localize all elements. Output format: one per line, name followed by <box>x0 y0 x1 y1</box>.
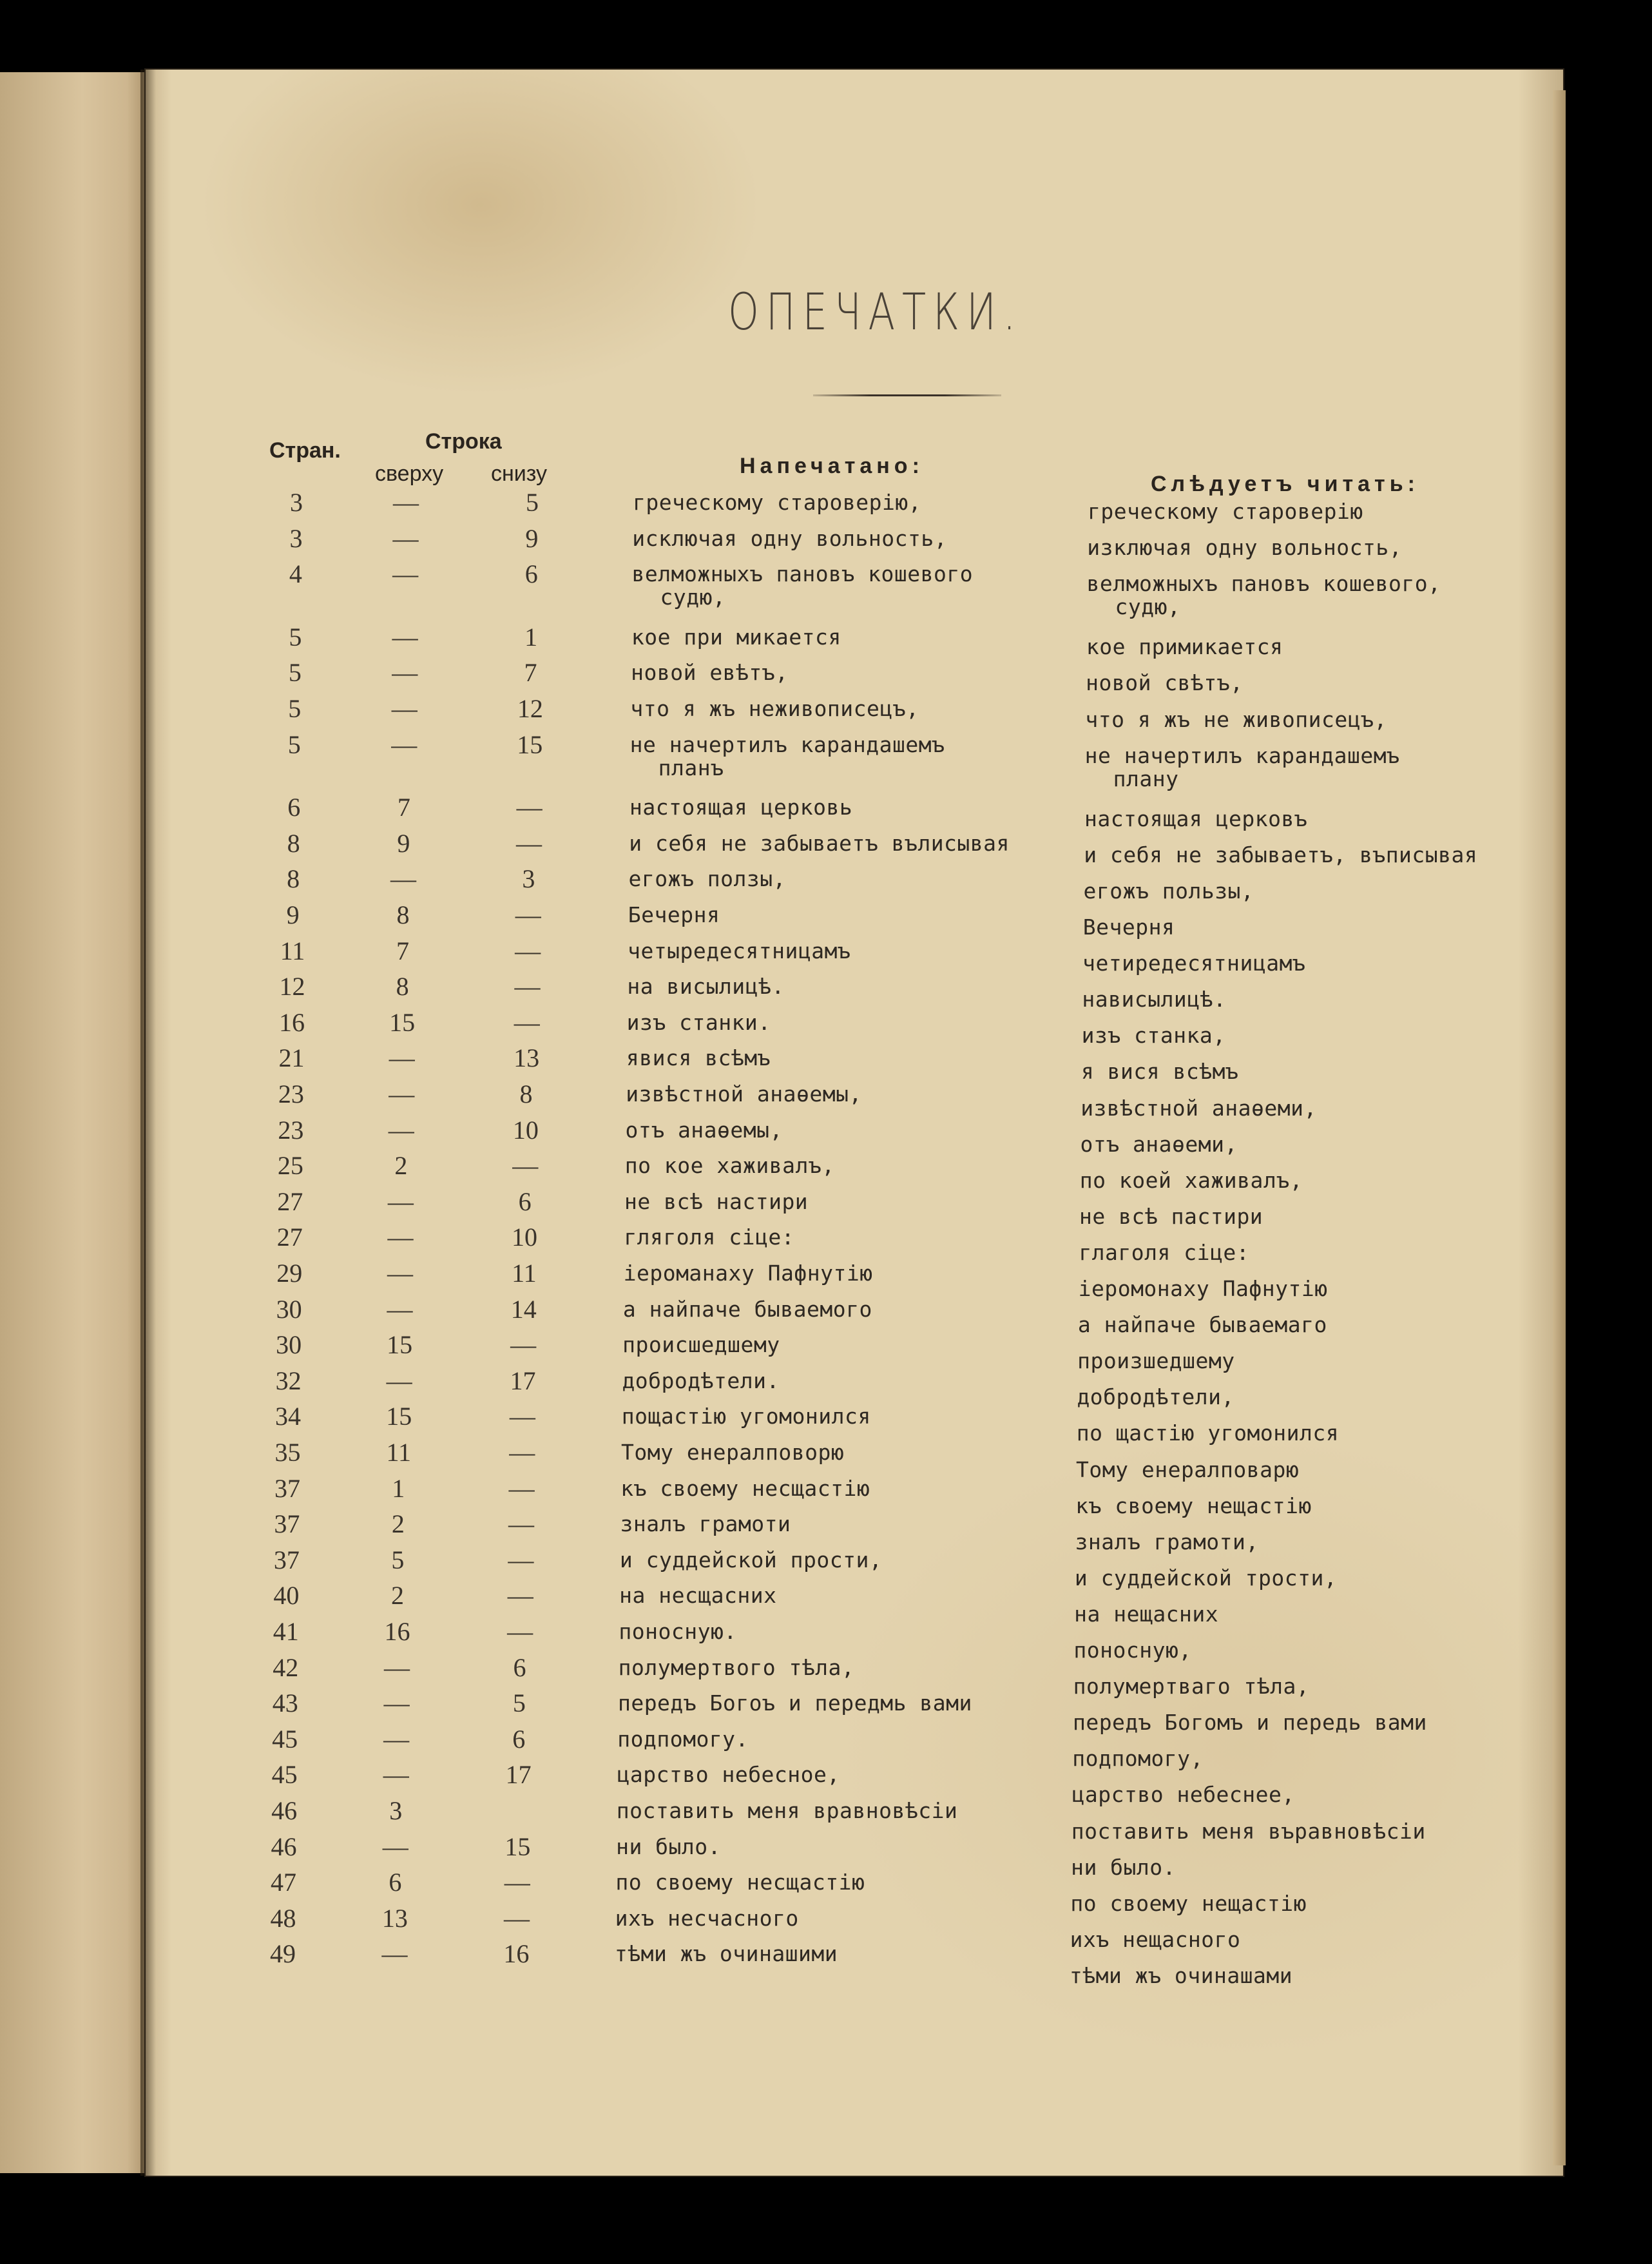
row-page-number: 46 <box>271 1832 297 1861</box>
row-line-from-bottom: 5 <box>512 1688 526 1718</box>
row-line-from-top: — <box>384 1652 410 1682</box>
row-line-from-bottom: 16 <box>503 1939 530 1969</box>
row-printed-text: извѣстной анаѳемы, <box>626 1081 862 1107</box>
row-correct-text: царство небеснее, <box>1071 1782 1295 1808</box>
row-correct-text-continued: судю, <box>1115 594 1181 620</box>
row-page-number: 41 <box>273 1617 299 1646</box>
row-line-from-top: 7 <box>396 936 410 965</box>
row-line-from-top: 15 <box>386 1402 412 1431</box>
header-from-bottom: снизу <box>491 461 547 486</box>
row-page-number: 48 <box>270 1903 296 1933</box>
row-page-number: 3 <box>289 523 303 553</box>
row-page-number: 8 <box>287 864 300 894</box>
row-line-from-top: 8 <box>396 972 409 1001</box>
row-line-from-top: 2 <box>390 1581 404 1611</box>
row-correct-text: нависылицѣ. <box>1082 987 1227 1012</box>
row-correct-text: новой свѣтъ, <box>1086 670 1244 696</box>
row-page-number: 43 <box>272 1688 298 1718</box>
page-title: ОПЕЧАТКИ. <box>728 284 1023 342</box>
row-printed-text: поставить меня вравновѣсіи <box>616 1798 958 1823</box>
row-line-from-top: — <box>391 694 418 723</box>
row-printed-text: Бечерня <box>628 902 720 927</box>
row-line-from-top: 15 <box>389 1007 416 1037</box>
row-line-from-bottom: 14 <box>510 1294 537 1324</box>
title-rule <box>813 394 1001 396</box>
row-line-from-top: — <box>387 1223 414 1252</box>
row-page-number: 32 <box>275 1366 302 1395</box>
row-page-number: 12 <box>279 972 305 1001</box>
row-line-from-bottom: 7 <box>524 658 537 688</box>
row-printed-text: и суддейской прости, <box>619 1547 883 1572</box>
row-line-from-bottom: 17 <box>505 1760 532 1790</box>
row-line-from-bottom: 8 <box>519 1079 533 1108</box>
row-line-from-top: — <box>387 1294 413 1324</box>
row-page-number: 23 <box>278 1115 304 1145</box>
row-correct-text: велможныхъ пановъ кошевого, <box>1086 571 1441 597</box>
row-line-from-top: — <box>392 559 419 589</box>
row-correct-text: іеромонаху Пафнутію <box>1078 1276 1328 1301</box>
row-page-number: 29 <box>276 1259 303 1288</box>
row-line-from-top: — <box>392 622 418 652</box>
row-line-from-bottom: — <box>509 1438 535 1467</box>
row-correct-text: отъ анаѳеми, <box>1080 1131 1238 1157</box>
header-line: Строка <box>425 429 502 454</box>
row-printed-text: новой евѣтъ, <box>631 660 789 686</box>
row-printed-text: егожъ ползы, <box>628 866 786 892</box>
row-line-from-top: — <box>390 864 416 894</box>
header-should-read: Слѣдуетъ читать: <box>1151 472 1419 496</box>
row-printed-text: на несщасних <box>619 1583 777 1609</box>
row-correct-text: настоящая церковъ <box>1084 806 1308 831</box>
row-page-number: 47 <box>271 1868 297 1897</box>
header-from-top: сверху <box>375 461 444 486</box>
row-line-from-top: 2 <box>394 1151 408 1181</box>
row-page-number: 9 <box>286 900 300 929</box>
row-line-from-bottom: — <box>508 1473 535 1503</box>
row-page-number: 3 <box>290 488 303 517</box>
row-page-number: 5 <box>289 622 302 652</box>
row-line-from-bottom: 17 <box>510 1366 536 1395</box>
row-printed-text: зналъ грамоти <box>620 1511 791 1537</box>
row-page-number: 6 <box>287 793 301 822</box>
row-page-number: 45 <box>271 1760 298 1790</box>
row-correct-text: егожъ пользы, <box>1083 878 1254 904</box>
row-correct-text: ихъ нещасного <box>1070 1926 1241 1952</box>
row-printed-text: явися всѣмъ <box>626 1045 771 1071</box>
row-page-number: 37 <box>274 1473 300 1503</box>
row-printed-text: по кое хаживалъ, <box>624 1153 835 1179</box>
row-line-from-bottom: — <box>504 1903 530 1933</box>
row-printed-text: и себя не забываетъ вълисывая <box>629 830 1010 856</box>
row-page-number: 21 <box>278 1043 305 1073</box>
row-line-from-top: 6 <box>389 1868 402 1897</box>
row-correct-text: и себя не забываетъ, въписывая <box>1084 842 1478 867</box>
row-line-from-top: — <box>389 1043 415 1073</box>
row-printed-text-continued: планъ <box>658 755 724 780</box>
row-correct-text-continued: плану <box>1113 766 1179 791</box>
row-page-number: 5 <box>288 658 302 688</box>
row-printed-text: кое при микается <box>631 624 841 650</box>
row-correct-text: греческому староверію <box>1088 499 1363 524</box>
row-page-number: 35 <box>274 1438 301 1467</box>
row-line-from-bottom: — <box>515 900 541 929</box>
row-line-from-top: 2 <box>391 1509 405 1539</box>
row-page-number: 30 <box>276 1330 302 1360</box>
row-line-from-top: — <box>381 1939 408 1969</box>
row-page-number: 37 <box>273 1545 300 1574</box>
row-correct-text: не всѣ пастири <box>1079 1203 1263 1229</box>
row-line-from-top: — <box>392 658 418 688</box>
row-printed-text: по своему несщастію <box>615 1870 865 1895</box>
row-correct-text: полумертваго тѣла, <box>1073 1674 1310 1699</box>
row-correct-text: передъ Богомъ и передь вами <box>1072 1710 1427 1736</box>
row-page-number: 30 <box>276 1294 302 1324</box>
row-page-number: 49 <box>269 1939 296 1969</box>
row-printed-text: на висылицѣ. <box>627 974 785 1000</box>
row-line-from-bottom: 10 <box>512 1223 538 1252</box>
row-correct-text: глаголя сіце: <box>1079 1239 1250 1265</box>
row-line-from-top: 8 <box>396 900 410 929</box>
row-line-from-bottom: — <box>515 936 541 965</box>
row-correct-text: четиредесятницамъ <box>1082 951 1306 976</box>
row-correct-text: а найпаче бываемаго <box>1077 1312 1327 1338</box>
row-correct-text: Тому енералповарю <box>1076 1456 1300 1482</box>
row-printed-text: не начертилъ карандашемъ <box>629 731 945 757</box>
row-page-number: 8 <box>287 828 300 858</box>
row-printed-text: греческому староверію, <box>633 490 922 515</box>
row-page-number: 27 <box>276 1223 303 1252</box>
row-page-number: 34 <box>275 1402 302 1431</box>
row-correct-text: изключая одну вольность, <box>1087 535 1403 561</box>
row-printed-text: тѣми жъ очинашими <box>614 1941 838 1967</box>
row-printed-text: отъ анаѳемы, <box>625 1117 783 1143</box>
row-correct-text: Вечерня <box>1082 914 1175 940</box>
row-line-from-bottom: 10 <box>512 1115 539 1145</box>
row-line-from-bottom: 12 <box>517 694 543 723</box>
row-printed-text: происшедшему <box>622 1332 780 1358</box>
row-line-from-top: — <box>383 1760 409 1790</box>
row-correct-text: изъ станка, <box>1081 1023 1226 1049</box>
row-printed-text: царство небесное, <box>617 1762 840 1788</box>
row-printed-text: Тому енералповорю <box>621 1440 845 1465</box>
row-correct-text: тѣми жъ очинашами <box>1069 1962 1293 1988</box>
gutter-shadow <box>140 70 156 2176</box>
row-printed-text: подпомогу. <box>617 1726 749 1752</box>
row-line-from-top: — <box>383 1724 410 1754</box>
row-line-from-bottom: 9 <box>525 523 539 553</box>
row-correct-text: поносную, <box>1073 1638 1192 1663</box>
row-correct-text: добродѣтели, <box>1077 1384 1234 1410</box>
row-printed-text: добродѣтели. <box>622 1368 780 1393</box>
row-printed-text: что я жъ неживописецъ, <box>630 696 919 721</box>
row-printed-text: ни было. <box>616 1833 722 1859</box>
row-line-from-bottom: — <box>509 1402 535 1431</box>
row-page-number: 27 <box>277 1186 303 1216</box>
row-line-from-bottom: 6 <box>524 559 538 589</box>
row-line-from-top: 9 <box>397 828 410 858</box>
row-printed-text: изъ станки. <box>626 1009 771 1035</box>
row-correct-text: я вися всѣмъ <box>1081 1059 1239 1085</box>
row-line-from-bottom: — <box>507 1581 533 1611</box>
row-line-from-bottom: 6 <box>513 1652 526 1682</box>
row-correct-text: зналъ грамоти, <box>1075 1529 1259 1554</box>
row-line-from-top: — <box>387 1259 413 1288</box>
row-correct-text: подпомогу, <box>1072 1746 1204 1772</box>
row-page-number: 5 <box>287 730 301 759</box>
row-printed-text: гляголя сіце: <box>624 1224 795 1250</box>
row-line-from-top: — <box>383 1688 410 1718</box>
row-line-from-bottom: 6 <box>518 1186 532 1216</box>
row-line-from-bottom: 1 <box>524 622 538 652</box>
row-printed-text: а найпаче бываемого <box>622 1296 872 1322</box>
row-printed-text: исключая одну вольность, <box>632 525 948 551</box>
row-line-from-top: — <box>388 1115 414 1145</box>
row-line-from-bottom: — <box>504 1868 530 1897</box>
row-printed-text: велможныхъ пановъ кошевого <box>631 561 974 587</box>
row-line-from-top: — <box>389 1079 415 1108</box>
row-printed-text: іероманаху Пафнутію <box>623 1261 873 1286</box>
row-line-from-bottom: 6 <box>512 1724 526 1754</box>
row-printed-text: передъ Богоъ и передмь вами <box>617 1690 972 1716</box>
row-line-from-bottom: — <box>512 1151 539 1181</box>
row-line-from-bottom: 15 <box>517 730 543 759</box>
row-correct-text: ни было. <box>1071 1854 1177 1880</box>
row-line-from-bottom: — <box>516 793 543 822</box>
row-line-from-top: — <box>382 1832 408 1861</box>
row-line-from-top: 1 <box>392 1473 405 1503</box>
row-correct-text: произшедшему <box>1077 1348 1235 1374</box>
row-correct-text: кое примикается <box>1086 634 1283 660</box>
row-page-number: 25 <box>277 1151 303 1181</box>
row-line-from-bottom: — <box>514 1007 540 1037</box>
row-line-from-top: 11 <box>386 1438 411 1467</box>
row-line-from-top: 13 <box>381 1903 408 1933</box>
row-printed-text: настоящая церковь <box>629 795 853 820</box>
left-page-edge <box>0 72 149 2173</box>
row-page-number: 4 <box>289 559 302 589</box>
row-page-number: 42 <box>273 1652 299 1682</box>
row-correct-text: по коей хаживалъ, <box>1079 1167 1303 1193</box>
row-page-number: 23 <box>278 1079 304 1108</box>
row-line-from-bottom: — <box>510 1330 537 1360</box>
row-page-number: 37 <box>274 1509 300 1539</box>
row-line-from-bottom: 13 <box>514 1043 540 1073</box>
row-correct-text: не начертилъ карандашемъ <box>1084 742 1400 768</box>
header-printed: Напечатано: <box>740 454 924 478</box>
row-line-from-top: 3 <box>389 1796 403 1825</box>
header-page: Стран. <box>269 438 341 463</box>
row-printed-text: не всѣ настири <box>624 1188 809 1214</box>
row-line-from-bottom: — <box>508 1545 534 1574</box>
row-line-from-bottom: — <box>507 1617 533 1646</box>
row-printed-text: пощастію угомонился <box>621 1404 871 1429</box>
row-line-from-top: 15 <box>387 1330 413 1360</box>
row-line-from-bottom: — <box>508 1509 534 1539</box>
page-fore-edge <box>1553 90 1566 2165</box>
row-line-from-bottom: 3 <box>522 864 535 894</box>
row-line-from-bottom: 5 <box>526 488 539 517</box>
row-printed-text: къ своему несщастію <box>620 1475 870 1501</box>
row-page-number: 40 <box>273 1581 300 1611</box>
row-page-number: 11 <box>280 936 305 965</box>
row-printed-text: четыредесятницамъ <box>628 938 851 963</box>
row-line-from-bottom: — <box>514 972 541 1001</box>
row-correct-text: что я жъ не живописецъ, <box>1085 706 1387 732</box>
row-printed-text-continued: судю, <box>660 585 726 610</box>
row-line-from-top: — <box>387 1186 414 1216</box>
row-line-from-top: — <box>393 488 419 517</box>
row-line-from-bottom: 15 <box>504 1832 531 1861</box>
row-page-number: 16 <box>278 1007 305 1037</box>
row-line-from-bottom: 11 <box>512 1259 537 1288</box>
row-page-number: 5 <box>288 694 302 723</box>
row-line-from-top: 16 <box>384 1617 410 1646</box>
row-correct-text: поставить меня въравновѣсіи <box>1071 1818 1426 1844</box>
row-correct-text: по своему нещастію <box>1070 1890 1307 1916</box>
row-correct-text: по щастію угомонился <box>1076 1420 1340 1446</box>
row-printed-text: поносную. <box>619 1619 737 1644</box>
row-correct-text: и суддейской трости, <box>1074 1565 1338 1591</box>
row-line-from-top: 7 <box>397 793 410 822</box>
row-line-from-top: — <box>392 523 419 553</box>
row-line-from-top: — <box>391 730 418 759</box>
row-line-from-top: — <box>386 1366 412 1395</box>
row-page-number: 46 <box>271 1796 298 1825</box>
row-correct-text: къ своему нещастію <box>1075 1493 1312 1518</box>
row-printed-text: ихъ несчасного <box>615 1905 799 1931</box>
row-correct-text: извѣстной анаѳеми, <box>1081 1095 1317 1121</box>
row-line-from-top: 5 <box>391 1545 405 1574</box>
row-printed-text: полумертвого тѣла, <box>618 1654 855 1680</box>
row-page-number: 45 <box>272 1724 298 1754</box>
row-line-from-bottom: — <box>515 828 542 858</box>
row-correct-text: на нещасних <box>1074 1601 1219 1627</box>
